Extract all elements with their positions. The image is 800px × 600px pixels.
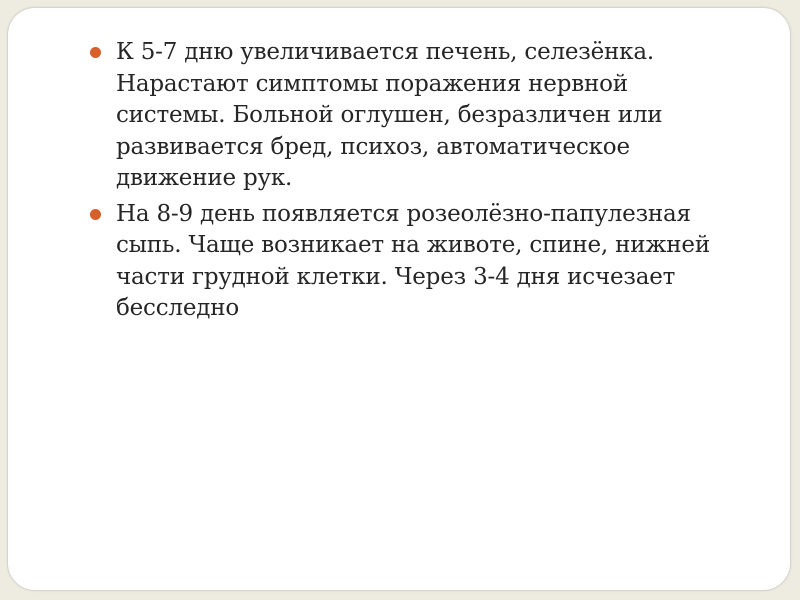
bullet-dot-icon bbox=[90, 209, 101, 220]
bullet-text: На 8-9 день появляется розеолёзно-папулезная сыпь. Чаще возникает на животе, спине, нижней части грудной клетки. Через 3-4 дня исчезает бесследно bbox=[116, 200, 710, 321]
bullet-item-1 bbox=[84, 37, 744, 195]
bullet-item-2 bbox=[84, 199, 744, 325]
slide-content bbox=[84, 37, 744, 329]
bullet-dot-icon bbox=[90, 47, 101, 58]
bullet-text: К 5-7 дню увеличивается печень, селезёнка. Нарастают симптомы поражения нервной системы. Больной оглушен, безразличен или развивается бред, психоз, автоматическое движение рук. bbox=[116, 39, 663, 191]
slide-frame bbox=[7, 7, 791, 591]
